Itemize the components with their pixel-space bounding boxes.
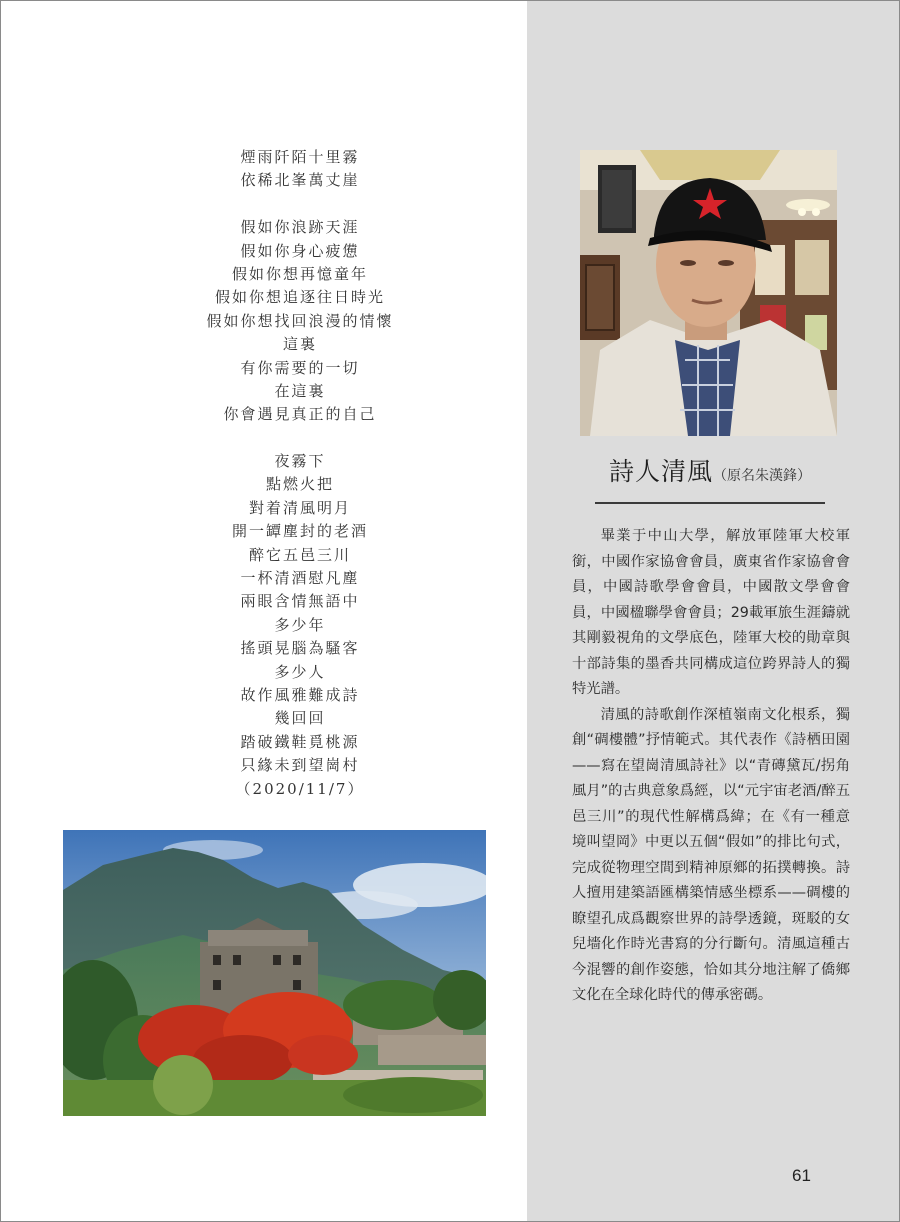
- poem-line: 你會遇見真正的自己: [223, 405, 377, 424]
- bio-paragraph-2: 清風的詩歌創作深植嶺南文化根系，獨創“碉樓體”抒情範式。其代表作《詩栖田園——寫在望崗清風詩社》以“青磚黛瓦/拐角風月”的古典意象爲經，以“元宇宙老酒/醉五邑三川”的現代性解構爲緯；在《有一種意境叫望岡》中更以五個“假如”的排比句式，完成從物理空間到精神原鄉的拓撲轉換。詩人擅用建築語匯構築情感坐標系——碉樓的瞭望孔成爲觀察世界的詩學透鏡，斑駁的女兒墻化作時光書寫的分行斷句。清風這種古今混響的創作姿態，恰如其分地注解了僑鄉文化在全球化時代的傳承密碼。: [572, 706, 850, 1003]
- poem-line: 夜霧下: [274, 452, 326, 471]
- poem-line: 多少人: [274, 662, 326, 681]
- stanza-break: [100, 193, 500, 216]
- poem-line: 故作風雅難成詩: [240, 685, 360, 704]
- poem-line: 踏破鐵鞋覓桃源: [240, 732, 360, 751]
- poem-line: 假如你想追逐往日時光: [214, 288, 385, 307]
- poem-line: 對着清風明月: [248, 498, 351, 517]
- poem-line: 假如你想找回浪漫的情懷: [206, 311, 394, 330]
- poem-line: 醉它五邑三川: [248, 545, 351, 564]
- poet-name: 詩人清風: [608, 457, 713, 486]
- poem-line: 一杯清酒慰凡塵: [240, 569, 360, 588]
- poet-portrait-photo: [580, 150, 837, 436]
- poem-line: 多少年: [274, 615, 326, 634]
- poet-alias: （原名朱漢鋒）: [713, 468, 811, 484]
- poem-line: （2020/11/7）: [235, 779, 365, 798]
- poem-line: 依稀北峯萬丈崖: [240, 171, 360, 190]
- poet-heading: [560, 452, 860, 488]
- poem-line: 點燃火把: [265, 475, 334, 494]
- page-number: 61: [792, 1166, 811, 1185]
- poem-line: 這裏: [282, 335, 317, 354]
- poem-line: 煙雨阡陌十里霧: [240, 148, 360, 166]
- bio-paragraph-1: 畢業于中山大學，解放軍陸軍大校軍銜，中國作家協會會員，廣東省作家協會會員，中國詩歌學會會員，中國散文學會會員，中國楹聯學會會員；29載軍旅生涯鑄就其剛毅視角的文學底色，陸軍大校的勛章與十部詩集的墨香共同構成這位跨界詩人的獨特光譜。: [572, 528, 850, 697]
- poem-line: 只緣未到望崗村: [240, 756, 360, 775]
- poem-line: 幾回回: [274, 709, 326, 728]
- poem-line: 有你需要的一切: [240, 358, 360, 377]
- poem-line: 假如你想再憶童年: [231, 264, 368, 283]
- poem-line: 兩眼含情無語中: [240, 592, 360, 611]
- poet-biography: [572, 524, 850, 1009]
- poem-text: [100, 146, 500, 801]
- stanza-break: [100, 427, 500, 450]
- poem-line: 在這裏: [274, 381, 326, 400]
- poem-line: 搖頭晃腦為騷客: [240, 639, 360, 658]
- landscape-photo: [63, 830, 486, 1116]
- poem-line: 假如你身心疲憊: [240, 241, 360, 260]
- poem-line: 假如你浪跡天涯: [240, 218, 360, 237]
- poem-line: 開一罈塵封的老酒: [231, 522, 368, 541]
- heading-divider: [595, 502, 825, 504]
